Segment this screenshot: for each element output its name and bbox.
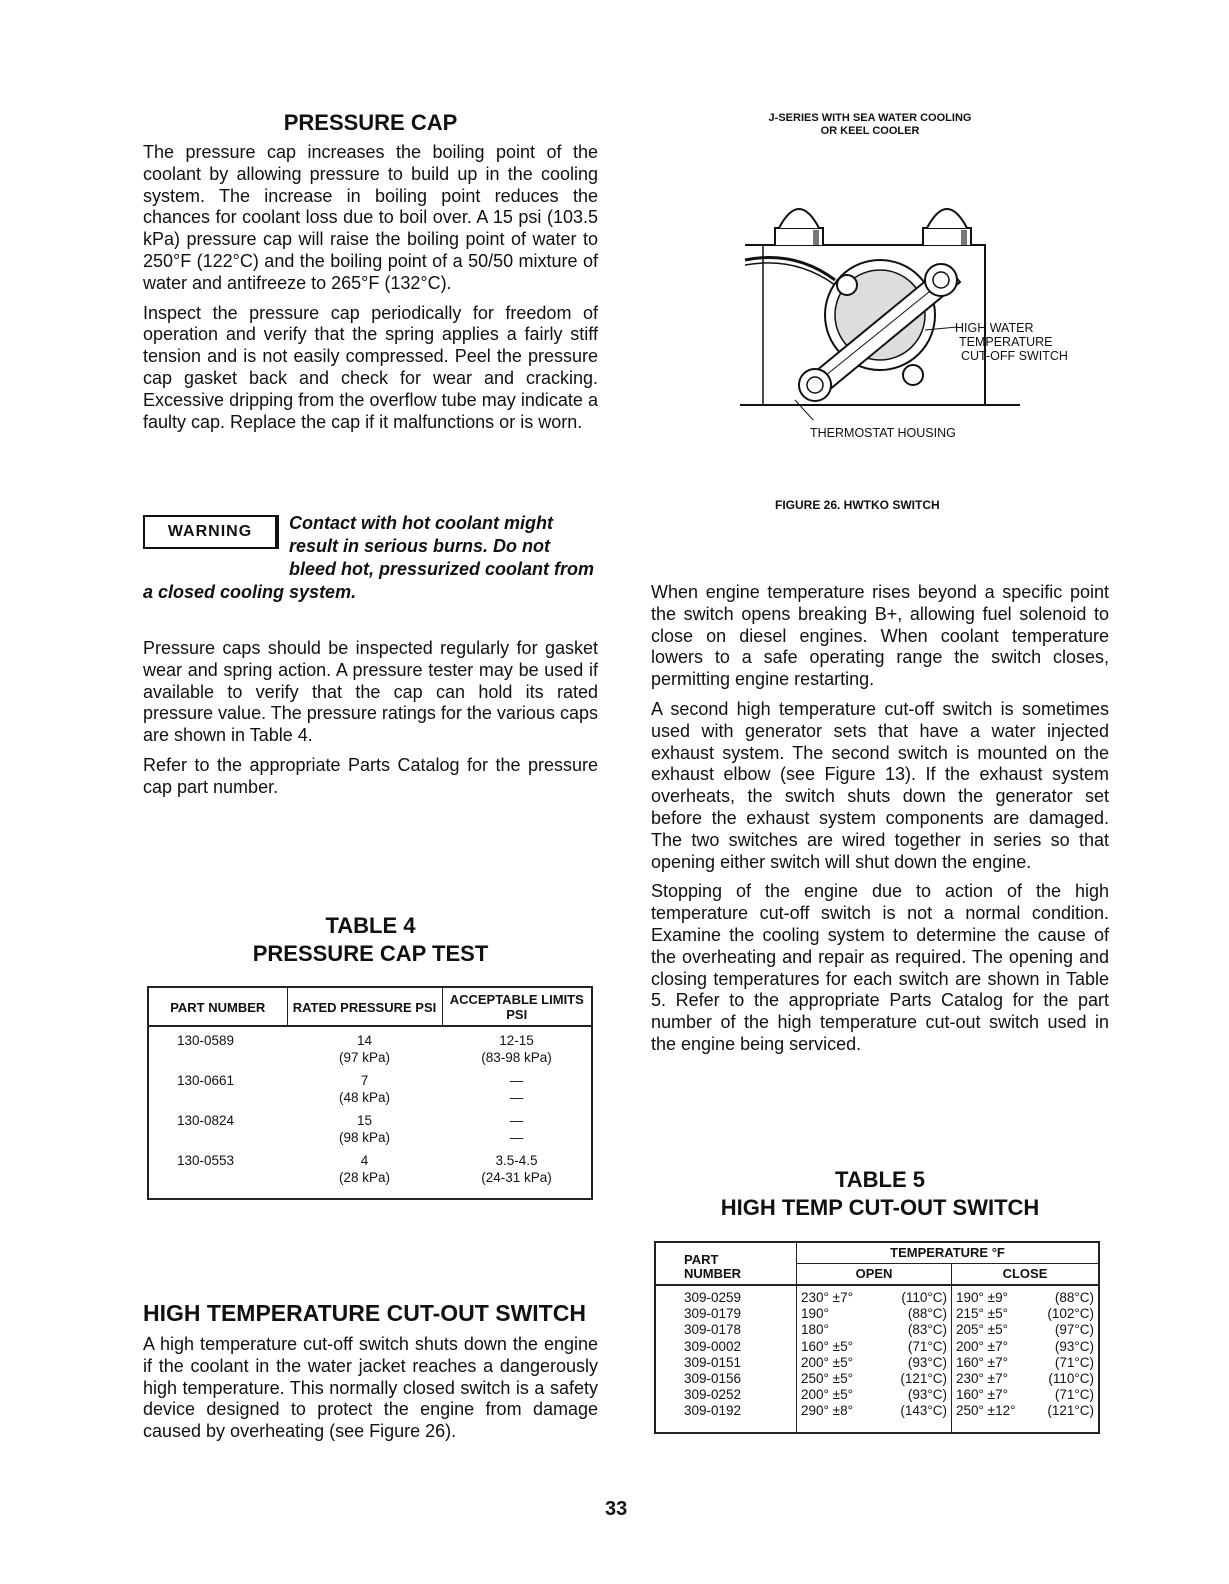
t5-part: 309-0252	[655, 1387, 797, 1403]
pressure-cap-paragraph-2: Inspect the pressure cap periodically for freedom of operation and verify that the spring applies a fairly stiff tension and is not easily compressed. Peel the pressure cap gasket back and check for wear and cracking. Excessive dripping from the overflow tube may indicate a faulty cap. Replace the cap if it malfunctions or is worn.	[143, 302, 598, 432]
t5-close: 160° ±7°	[956, 1387, 1008, 1403]
table-row	[148, 1106, 592, 1146]
t5-close: 205° ±5°	[956, 1322, 1008, 1338]
table4-title-line1: TABLE 4	[325, 913, 416, 938]
t5-open-c: (93°C)	[907, 1387, 947, 1403]
table-row	[148, 1032, 592, 1066]
t5-open-c: (83°C)	[907, 1322, 947, 1338]
high-temp-switch-table	[654, 1241, 1100, 1434]
t5-close-c: (110°C)	[1048, 1371, 1094, 1387]
t5-part: 309-0002	[655, 1339, 797, 1355]
t4-rated: 14	[356, 1033, 373, 1048]
right-paragraph-2: A second high temperature cut-off switch is sometimes used with generator sets that have a water injected exhaust system. The second switch is mounted on the exhaust elbow (see Figure 13). If the exhaust system overheats, the switch shuts down the generator set before the exhaust system components are damaged. The two switches are wired together in series so that opening either switch will shut down the engine.	[651, 698, 1109, 872]
t5-header-temp: TEMPERATURE °F	[797, 1242, 1100, 1264]
t5-header-part-line2: NUMBER	[684, 1266, 742, 1281]
t4-limits-kpa: (24-31 kPa)	[481, 1170, 552, 1185]
pressure-cap-paragraph-4: Refer to the appropriate Parts Catalog for the pressure cap part number.	[143, 754, 598, 797]
table-row	[655, 1403, 1099, 1432]
right-paragraph-3: Stopping of the engine due to action of the high temperature cut-off switch is not a normal condition. Examine the cooling system to determine the cause of the overheating and repair as required. The opening and closing temperatures for each switch are shown in Table 5. Refer to the appropriate Parts Catalog for the part number of the high temperature cut-out switch used in the engine being serviced.	[651, 881, 1109, 1054]
pressure-cap-heading: PRESSURE CAP	[283, 110, 458, 135]
t4-rated-kpa: (48 kPa)	[338, 1090, 391, 1105]
table-row	[655, 1355, 1099, 1371]
hwtko-paragraph: A high temperature cut-off switch shuts down the engine if the coolant in the water jacket reaches a dangerously high temperature. This normally closed switch is a safety device designed to protect the engine from damage caused by overheating (see Figure 26).	[143, 1334, 598, 1442]
t4-part: 130-0589	[177, 1033, 235, 1048]
t5-part: 309-0192	[655, 1403, 797, 1432]
t5-header-part	[655, 1242, 797, 1285]
hwtko-section	[143, 1300, 598, 1451]
table-row	[655, 1371, 1099, 1387]
t5-open-c: (93°C)	[907, 1354, 947, 1370]
table-row	[655, 1339, 1099, 1355]
t5-part: 309-0179	[655, 1306, 797, 1322]
t4-rated-kpa: (97 kPa)	[338, 1050, 391, 1065]
t4-limits: —	[509, 1113, 524, 1128]
pressure-cap-section	[143, 110, 598, 441]
t4-part: 130-0661	[177, 1073, 235, 1088]
table4-title-line2: PRESSURE CAP TEST	[252, 941, 489, 966]
t5-close-c: (93°C)	[1054, 1338, 1094, 1354]
t5-close: 190° ±9°	[956, 1290, 1008, 1305]
t4-rated-kpa: (98 kPa)	[338, 1130, 391, 1145]
t5-close-c: (121°C)	[1047, 1403, 1094, 1419]
t5-open: 180°	[801, 1322, 829, 1338]
t5-open-c: (71°C)	[907, 1338, 947, 1354]
table-row	[148, 1066, 592, 1106]
table5-title	[651, 1166, 1109, 1222]
t4-limits: —	[509, 1073, 524, 1088]
pressure-cap-paragraph-3: Pressure caps should be inspected regularly for gasket wear and spring action. A pressure tester may be used if available to verify that the cap can hold its rated pressure value. The pressure ratings for the various caps are shown in Table 4.	[143, 638, 598, 746]
t5-header-open: OPEN	[797, 1264, 952, 1286]
t5-open-c: (121°C)	[900, 1371, 947, 1387]
figure-subtitle-line1: J-SERIES WITH SEA WATER COOLING	[768, 112, 972, 124]
t5-part: 309-0259	[655, 1285, 797, 1306]
hwtko-heading: HIGH TEMPERATURE CUT-OUT SWITCH	[143, 1300, 586, 1326]
t5-close: 250° ±12°	[956, 1403, 1016, 1419]
switch-label-line2: TEMPERATURE	[959, 335, 1053, 349]
pressure-cap-paragraph-1: The pressure cap increases the boiling point of the coolant by allowing pressure to build up in the cooling system. The increase in boiling point reduces the chances for coolant loss due to boil over. A 15 psi (103.5 kPa) pressure cap will raise the boiling point of water to 250°F (122°C) and the boiling point of a 50/50 mixture of water and antifreeze to 265°F (132°C).	[143, 142, 598, 293]
t5-header-part-line1: PART	[684, 1252, 719, 1267]
warning-text: Contact with hot coolant might result in serious burns. Do not bleed hot, pressurized coolant from a closed cooling system.	[143, 513, 595, 602]
table4-title	[143, 912, 598, 968]
pressure-cap-more	[143, 638, 598, 807]
t5-close: 230° ±7°	[956, 1371, 1008, 1387]
t5-close: 215° ±5°	[956, 1306, 1008, 1322]
t5-part: 309-0178	[655, 1322, 797, 1338]
t4-rated: 7	[360, 1073, 369, 1088]
t5-part: 309-0156	[655, 1371, 797, 1387]
figure-caption: FIGURE 26. HWTKO SWITCH	[775, 498, 940, 512]
t4-rated: 4	[360, 1153, 369, 1168]
t5-close-c: (97°C)	[1054, 1322, 1094, 1338]
t5-open-c: (88°C)	[907, 1306, 947, 1322]
warning-label: WARNING	[143, 515, 279, 549]
t5-close-c: (71°C)	[1054, 1354, 1094, 1370]
t5-header-close: CLOSE	[952, 1264, 1100, 1286]
t4-part: 130-0824	[177, 1113, 235, 1128]
t4-part: 130-0553	[177, 1153, 235, 1168]
t5-open-c: (143°C)	[900, 1403, 947, 1419]
t5-open: 250° ±5°	[801, 1371, 853, 1387]
t5-open: 290° ±8°	[801, 1403, 853, 1419]
t5-open: 230° ±7°	[801, 1290, 853, 1305]
table5-title-line1: TABLE 5	[834, 1167, 926, 1192]
pressure-cap-table	[147, 986, 593, 1200]
t4-rated: 15	[356, 1113, 373, 1128]
table-row	[655, 1322, 1099, 1338]
t4-limits-kpa: (83-98 kPa)	[481, 1050, 552, 1065]
t5-part: 309-0151	[655, 1355, 797, 1371]
t4-limits-kpa: —	[509, 1130, 524, 1145]
t4-header-limits: ACCEPTABLE LIMITS PSI	[442, 987, 592, 1026]
t4-limits: 12-15	[499, 1033, 534, 1048]
t5-close: 200° ±7°	[956, 1338, 1008, 1354]
t5-close-c: (71°C)	[1054, 1387, 1094, 1403]
right-text	[651, 582, 1109, 1064]
figure-subtitle-line2: OR KEEL COOLER	[820, 125, 920, 137]
switch-label-line3: CUT-OFF SWITCH	[961, 349, 1068, 363]
right-paragraph-1: When engine temperature rises beyond a specific point the switch opens breaking B+, allowing fuel solenoid to close on diesel engines. When coolant temperature lowers to a safe operating range the switch closes, permitting engine restarting.	[651, 582, 1109, 690]
t4-limits-kpa: —	[509, 1090, 524, 1105]
table-row	[655, 1306, 1099, 1322]
figure-switch-label	[955, 321, 1068, 363]
t5-open: 200° ±5°	[801, 1387, 853, 1403]
t5-close-c: (102°C)	[1047, 1306, 1094, 1322]
t4-limits: 3.5-4.5	[495, 1153, 538, 1168]
t4-header-part: PART NUMBER	[148, 987, 287, 1026]
t5-open: 160° ±5°	[801, 1338, 853, 1354]
t5-open: 200° ±5°	[801, 1354, 853, 1370]
page-number: 33	[605, 1498, 628, 1520]
t5-close-c: (88°C)	[1054, 1290, 1094, 1305]
t4-rated-kpa: (28 kPa)	[338, 1170, 391, 1185]
hwtko-switch-illustration	[735, 190, 1075, 420]
switch-label-line1: HIGH WATER	[955, 321, 1034, 335]
figure-subtitle	[700, 112, 1040, 138]
t5-close: 160° ±7°	[956, 1354, 1008, 1370]
table-row	[655, 1387, 1099, 1403]
table5-title-line2: HIGH TEMP CUT-OUT SWITCH	[720, 1195, 1040, 1220]
table-row	[148, 1146, 592, 1199]
t5-open: 190°	[801, 1306, 829, 1322]
t4-header-rated: RATED PRESSURE PSI	[287, 987, 442, 1026]
figure-housing-label: THERMOSTAT HOUSING	[810, 426, 956, 440]
t5-open-c: (110°C)	[901, 1290, 947, 1305]
table-row	[655, 1285, 1099, 1306]
